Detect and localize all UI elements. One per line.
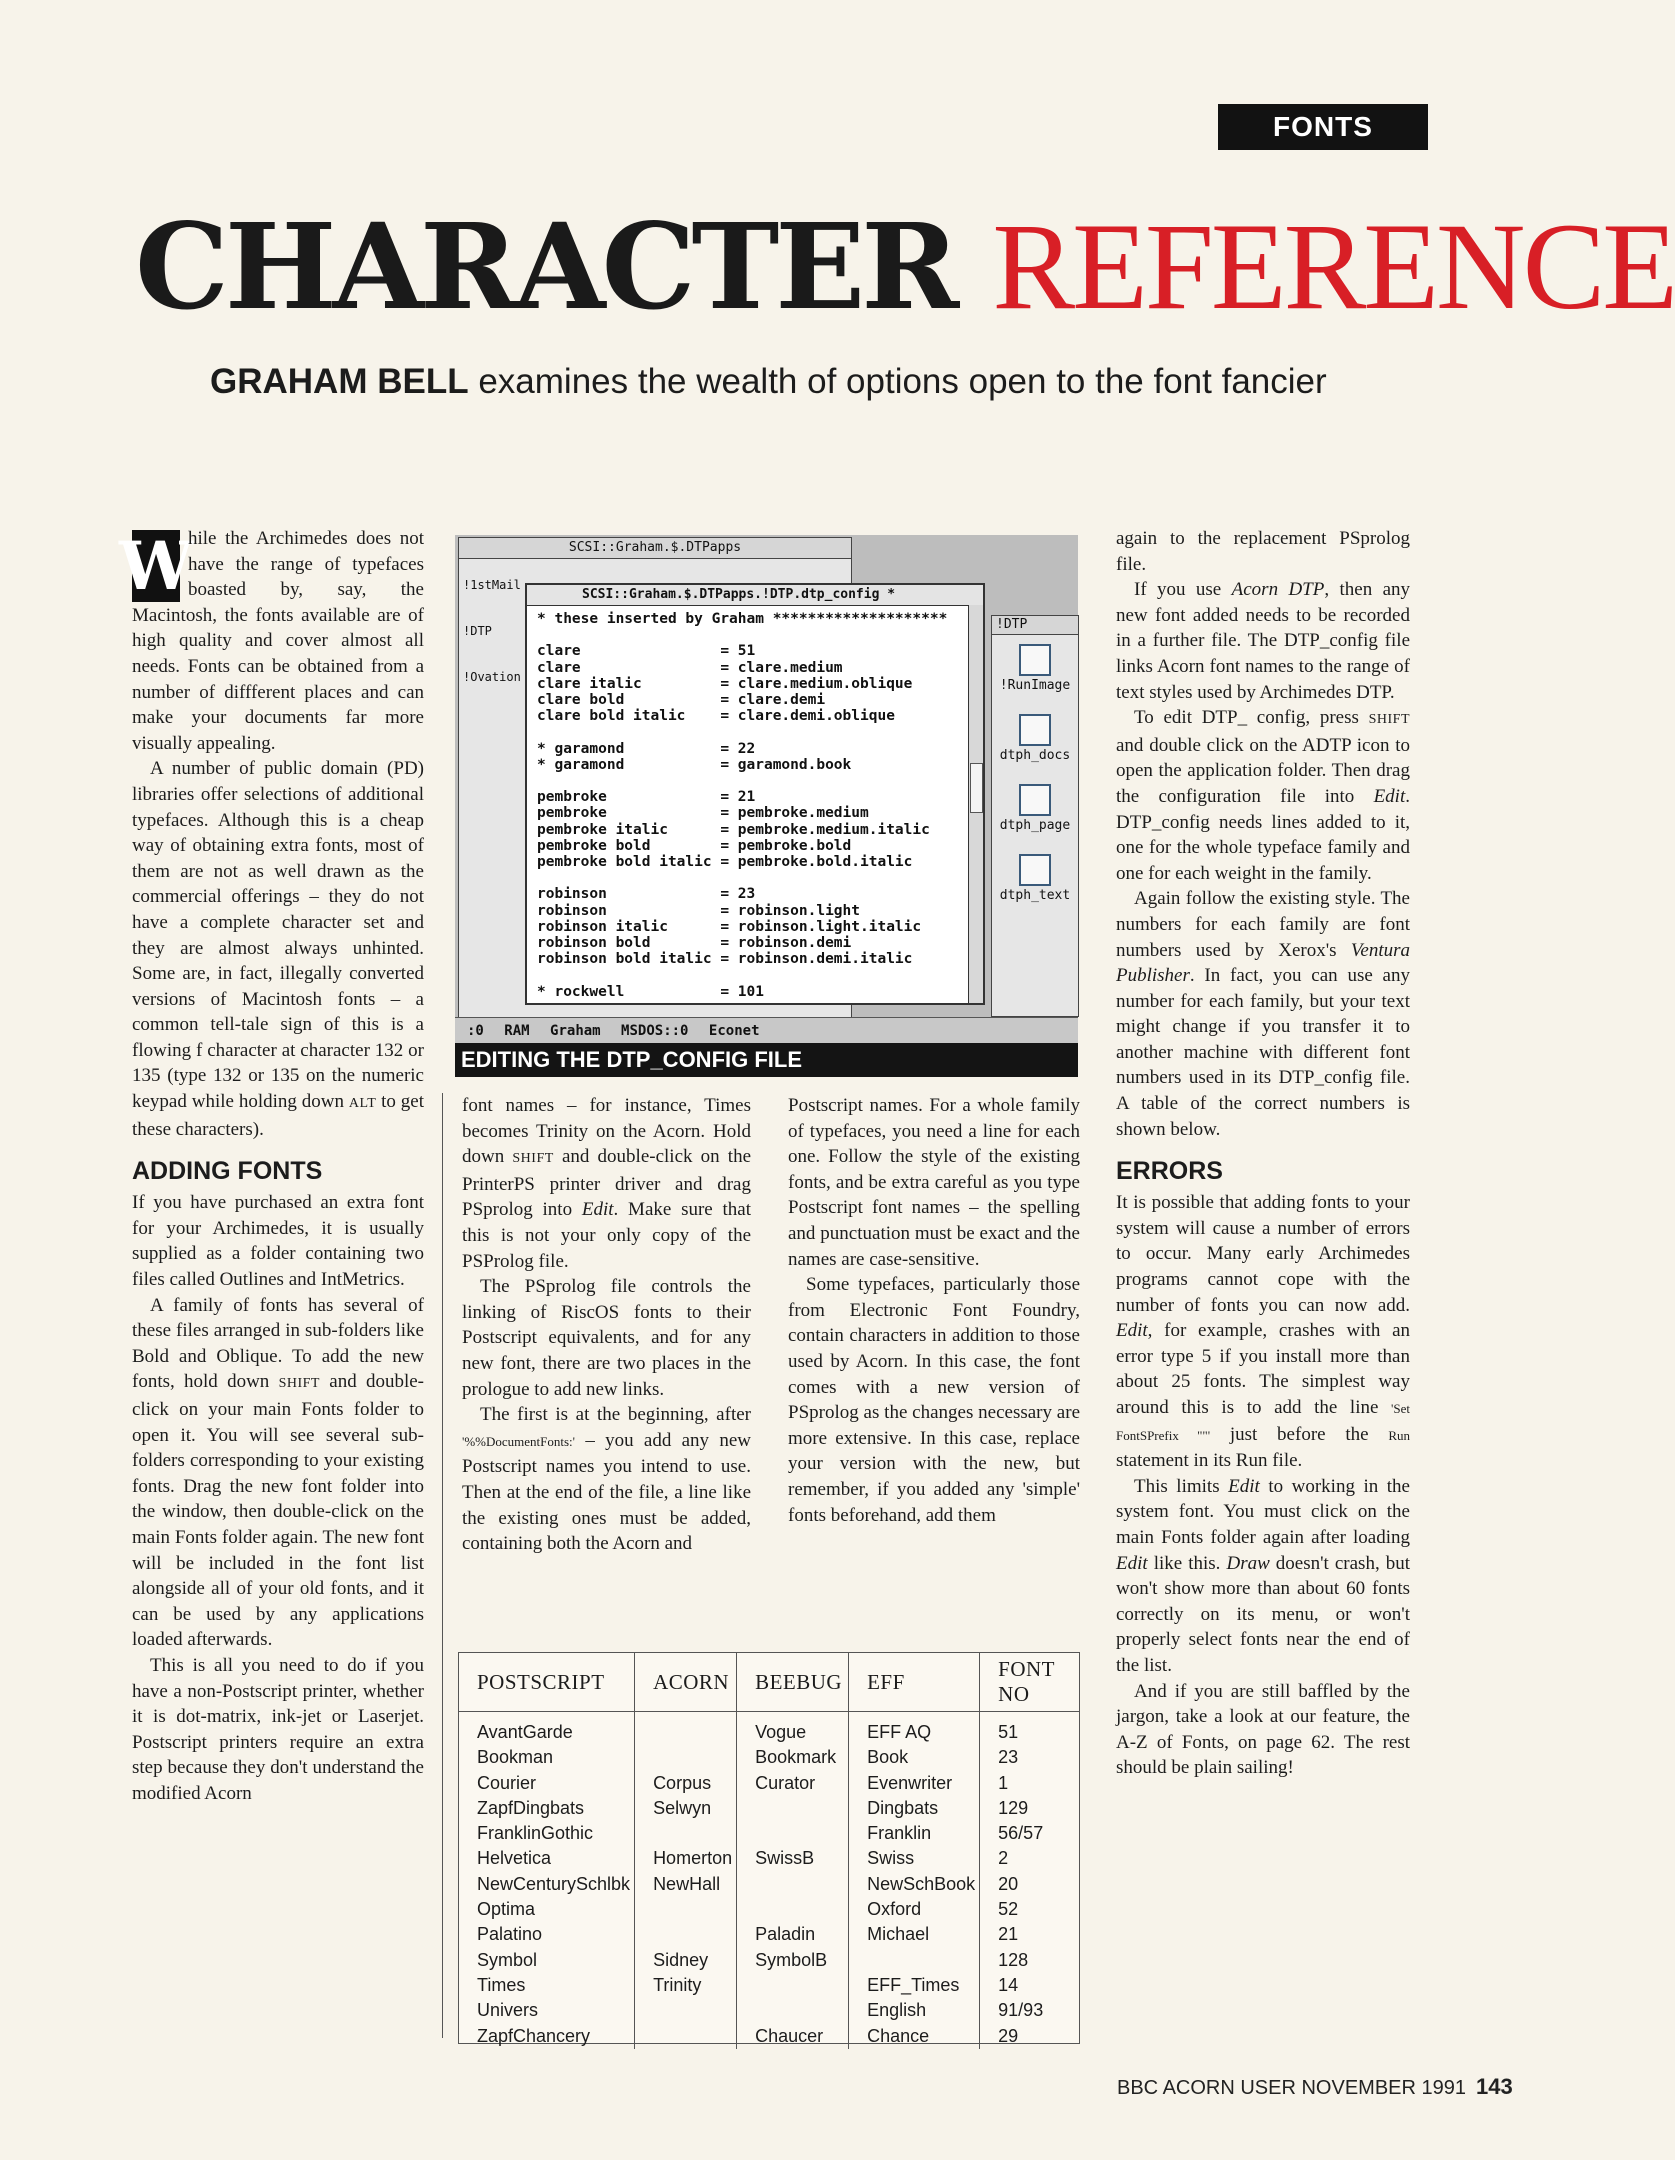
- column-divider: [442, 1093, 443, 2038]
- editor-line: clare italic = clare.medium.oblique: [537, 675, 913, 692]
- table-cell: NewHall: [635, 1872, 737, 1897]
- table-cell: NewCenturySchlbk: [459, 1872, 635, 1897]
- file-item: !RunImage: [992, 644, 1078, 693]
- table-row: [459, 1796, 1079, 1821]
- table-cell: Dingbats: [849, 1796, 980, 1821]
- editor-line: * garamond = garamond.book: [537, 756, 852, 773]
- paragraph: It is possible that adding fonts to your system will cause a number of errors to occur. Many early Archimedes programs cannot cope with the number of fonts you can now add. Edit, for example, crashes with an error type 5 if you install more than about 25 fonts. The simplest way around this is to add the line 'Set FontSPrefix ""' just before the Run statement in its Run file.: [1116, 1192, 1410, 1472]
- table-cell: [737, 1973, 849, 1998]
- table-cell: SwissB: [737, 1846, 849, 1871]
- drop-cap: W: [118, 527, 194, 605]
- table-cell: [737, 1872, 849, 1897]
- window-title: !DTP: [992, 616, 1078, 635]
- editor-line: pembroke bold = pembroke.bold: [537, 837, 852, 854]
- column-header: FONT NO: [980, 1653, 1079, 1712]
- app-folder-window: [991, 615, 1079, 1017]
- table-cell: 2: [998, 1848, 1009, 1869]
- table-cell: [635, 1998, 737, 2023]
- table-cell: [635, 1821, 737, 1846]
- editor-window: [525, 583, 985, 1005]
- table-header-row: [459, 1653, 1079, 1712]
- paragraph: font names – for instance, Times becomes Trinity on the Acorn. Hold down SHIFT and double-click on the PrinterPS printer driver and drag PSprolog into Edit. Make sure that this is not your only copy of the PSProlog file.: [462, 1095, 752, 1272]
- table-cell: Corpus: [635, 1771, 737, 1796]
- title-part2: REFERENCE: [992, 198, 1675, 335]
- editor-line: pembroke italic = pembroke.medium.italic: [537, 821, 930, 838]
- file-item: dtph_text: [992, 854, 1078, 903]
- table-cell: AvantGarde: [459, 1712, 635, 1746]
- table-cell: [737, 1998, 849, 2023]
- window-title: SCSI::Graham.$.DTPapps.!DTP.dtp_config *: [527, 585, 983, 606]
- paragraph: A number of public domain (PD) libraries offer selections of additional typefaces. Although this is a cheap way of obtaining extra fonts, most of them are not as well drawn as the commercial offerings – they do not have a complete character set and they are almost always unhinted. Some are, in fact, illegally converted versions of Macintosh fonts – a common tell-tale sign of this is a flowing f character at character 132 or 135 (type 132 or 135 on the numeric keypad while holding down ALT to get these characters).: [132, 758, 425, 1140]
- table-cell: Helvetica: [459, 1846, 635, 1871]
- table-cell: [635, 1712, 737, 1746]
- subtitle-text: examines the wealth of options open to the font fancier: [478, 362, 1327, 401]
- key-name: ALT: [348, 1096, 377, 1112]
- paragraph: Some typefaces, particularly those from Electronic Font Foundry, contain characters in addition to those used by Acorn. In this case, the font comes with a new version of PSprolog as the changes necessary are more extensive. In this case, replace your version with the new, but remember, if you added any 'simple' fonts beforehand, add them: [788, 1274, 1080, 1526]
- editor-line: clare bold italic = clare.demi.oblique: [537, 708, 895, 725]
- table-cell: SymbolB: [737, 1948, 849, 1973]
- table-cell: 91/93: [998, 2000, 1044, 2021]
- editor-line: * rockwell = 101: [537, 983, 764, 1000]
- table-cell: Sidney: [635, 1948, 737, 1973]
- table-cell: 20: [998, 1873, 1019, 1894]
- table-row: [459, 2024, 1079, 2049]
- table-cell: 1: [998, 1772, 1009, 1793]
- editor-line: * garamond = 22: [537, 740, 756, 757]
- screenshot-figure: [455, 535, 1078, 1043]
- paragraph: This is all you need to do if you have a non-Postscript printer, whether it is dot-matrix, ink-jet or Laserjet. Postscript printers require an extra step because they don't understand the modified Acorn: [132, 1654, 424, 1804]
- table-cell: Homerton: [635, 1846, 737, 1871]
- editor-line: * these inserted by Graham ********************: [537, 611, 948, 627]
- table-cell: 29: [998, 2025, 1019, 2046]
- file-item: dtph_docs: [992, 714, 1078, 763]
- page-title: [135, 197, 1675, 336]
- title-part1: CHARACTER: [135, 197, 956, 336]
- paragraph: hile the Archimedes does not have the range of typefaces boasted by, say, the Macintosh, the fonts available are of high quality and cover almost all needs. Fonts can be obtained from a number of diffferent places and can make your documents far more visually appealing.: [132, 528, 424, 754]
- scroll-thumb: [970, 763, 983, 813]
- editor-line: pembroke bold italic = pembroke.bold.italic: [537, 854, 913, 870]
- table-row: [459, 1998, 1079, 2023]
- paragraph: The first is at the beginning, after '%%DocumentFonts:' – you add any new Postscript names you intend to use. Then at the end of the file, a line like the existing ones must be added, containing both the Acorn and: [462, 1404, 751, 1555]
- table-cell: Courier: [459, 1771, 635, 1796]
- paragraph: And if you are still baffled by the jargon, take a look at our feature, the A-Z of Fonts, on page 62. The rest should be plain sailing!: [1116, 1680, 1410, 1779]
- column-header: BEEBUG: [737, 1653, 849, 1712]
- table-cell: EFF AQ: [849, 1712, 980, 1746]
- table-cell: Trinity: [635, 1973, 737, 1998]
- editor-line: robinson bold italic = robinson.demi.italic: [537, 951, 913, 968]
- editor-line: robinson italic = robinson.light.italic: [537, 918, 922, 935]
- paragraph: This limits Edit to working in the system font. You must click on the main Fonts folder again after loading Edit like this. Draw doesn't crash, but won't show more than about 60 fonts correctly on its menu, or won't properly select fonts near the end of the list.: [1116, 1475, 1410, 1676]
- author-name: GRAHAM BELL: [210, 362, 469, 401]
- editor-line: clare bold = clare.demi: [537, 692, 826, 708]
- file-item: dtph_page: [992, 784, 1078, 833]
- paragraph: The PSprolog file controls the linking of RiscOS fonts to their Postscript equivalents, and for any new font, there are two places in the prologue to add new links.: [462, 1276, 751, 1400]
- table-row: [459, 1846, 1079, 1871]
- table-cell: Bookman: [459, 1745, 635, 1770]
- table-row: [459, 1821, 1079, 1846]
- table-cell: [635, 2024, 737, 2049]
- table-row: [459, 1948, 1079, 1973]
- figure-caption: EDITING THE DTP_CONFIG FILE: [455, 1043, 1078, 1077]
- icon-bar: :0 RAM Graham MSDOS::0 Econet: [455, 1017, 1078, 1044]
- article-column-3: [788, 1093, 1080, 1528]
- table-row: [459, 1872, 1079, 1897]
- table-cell: Bookmark: [737, 1745, 849, 1770]
- file-icon: [1019, 854, 1051, 886]
- paragraph: If you have purchased an extra font for your Archimedes, it is usually supplied as a folder containing two files called Outlines and IntMetrics.: [132, 1192, 424, 1291]
- table-cell: Paladin: [737, 1922, 849, 1947]
- editor-line: robinson bold = robinson.demi: [537, 935, 852, 951]
- editor-text: [537, 611, 948, 1000]
- editor-line: robinson = robinson.light: [537, 902, 861, 919]
- table-cell: Vogue: [737, 1712, 849, 1746]
- table-cell: Chance: [849, 2024, 980, 2049]
- editor-line: robinson = 23: [537, 886, 756, 903]
- paragraph: Postscript names. For a whole family of typefaces, you need a line for each one. Follow the style of the existing fonts, and be extra careful as you type Postscript font names – the spelling and punctuation must be exact and the names are case-sensitive.: [788, 1095, 1080, 1270]
- editor-line: [537, 724, 937, 740]
- file-icon: !DTP: [463, 624, 492, 638]
- file-icon: [1019, 644, 1051, 676]
- table-cell: Swiss: [849, 1846, 980, 1871]
- table-cell: [737, 1796, 849, 1821]
- section-tag: FONTS: [1218, 104, 1428, 150]
- file-icon: [1019, 714, 1051, 746]
- editor-line: clare = clare.medium: [537, 659, 843, 676]
- table-cell: Evenwriter: [849, 1771, 980, 1796]
- table-cell: 129: [998, 1797, 1029, 1818]
- table-cell: 52: [998, 1899, 1019, 1920]
- column-header: POSTSCRIPT: [459, 1653, 635, 1712]
- table-cell: English: [849, 1998, 980, 2023]
- paragraph: A family of fonts has several of these files arranged in sub-folders like Bold and Oblique. To add the new fonts, hold down SHIFT and double-click on your main Fonts folder to open it. You will see several sub-folders corresponding to your existing fonts. Drag the new font folder into the window, then double-click on the main Fonts folder again. The new font will be included in the font list alongside all of your old fonts, and it can be used by any applications loaded afterwards.: [132, 1294, 425, 1651]
- table-cell: Franklin: [849, 1821, 980, 1846]
- table-cell: Times: [459, 1973, 635, 1998]
- editor-line: clare = 51: [537, 643, 756, 660]
- section-heading: ADDING FONTS: [132, 1157, 323, 1186]
- scrollbar: [968, 605, 983, 1003]
- table-cell: Curator: [737, 1771, 849, 1796]
- table-cell: ZapfChancery: [459, 2024, 635, 2049]
- magazine-issue: BBC ACORN USER NOVEMBER 1991: [1117, 2077, 1466, 2099]
- table-cell: Chaucer: [737, 2024, 849, 2049]
- table-row: [459, 1712, 1079, 1746]
- editor-line: [537, 773, 937, 789]
- table-row: [459, 1771, 1079, 1796]
- table-cell: [737, 1821, 849, 1846]
- subtitle: [210, 362, 1327, 402]
- table-cell: 56/57: [998, 1823, 1044, 1844]
- file-icon: [1019, 784, 1051, 816]
- column-header: ACORN: [635, 1653, 737, 1712]
- editor-line: [537, 967, 937, 983]
- table-row: [459, 1897, 1079, 1922]
- paragraph: To edit DTP_ config, press SHIFT and double click on the ADTP icon to open the application folder. Then drag the configuration file into Edit. DTP_config needs lines added to it, one for the whole typeface family and one for each weight in the family.: [1116, 707, 1410, 884]
- table-cell: EFF_Times: [849, 1973, 980, 1998]
- article-column-2: [462, 1093, 751, 1557]
- table-row: [459, 1922, 1079, 1947]
- table-cell: Selwyn: [635, 1796, 737, 1821]
- section-heading: ERRORS: [1116, 1157, 1223, 1186]
- table-cell: Palatino: [459, 1922, 635, 1947]
- table-cell: [849, 1948, 980, 1973]
- table-cell: 21: [998, 1924, 1019, 1945]
- article-column-1: [118, 526, 425, 1807]
- table-cell: [635, 1922, 737, 1947]
- editor-line: pembroke = 21: [537, 789, 756, 806]
- table-cell: Oxford: [849, 1897, 980, 1922]
- filer-icons: [463, 578, 521, 716]
- editor-line: [537, 870, 937, 886]
- table-cell: FranklinGothic: [459, 1821, 635, 1846]
- table-cell: 51: [998, 1722, 1019, 1742]
- table-cell: 14: [998, 1974, 1019, 1995]
- font-table: [458, 1652, 1080, 2044]
- table-cell: Michael: [849, 1922, 980, 1947]
- table-cell: 23: [998, 1747, 1019, 1768]
- table-cell: Univers: [459, 1998, 635, 2023]
- table-cell: [737, 1897, 849, 1922]
- table-cell: Book: [849, 1745, 980, 1770]
- table-cell: Symbol: [459, 1948, 635, 1973]
- article-column-4: [1116, 526, 1410, 1781]
- page-footer: [1117, 2074, 1513, 2100]
- table-row: [459, 1973, 1079, 1998]
- page-number: 143: [1476, 2074, 1513, 2099]
- key-name: SHIFT: [278, 1376, 320, 1392]
- table-cell: NewSchBook: [849, 1872, 980, 1897]
- paragraph: If you use Acorn DTP, then any new font added needs to be recorded in a further file. The DTP_config file links Acorn font names to the range of text styles used by Archimedes DTP.: [1116, 579, 1411, 703]
- editor-line: [537, 627, 937, 643]
- table-cell: [635, 1745, 737, 1770]
- editor-line: pembroke = pembroke.medium: [537, 805, 869, 822]
- paragraph: Again follow the existing style. The numbers for each family are font numbers used by Xerox's Ventura Publisher. In fact, you can use any number for each family, but your text might change if you transfer it to another machine with different font numbers used in its DTP_config file. A table of the correct numbers is shown below.: [1116, 888, 1411, 1140]
- window-title: SCSI::Graham.$.DTPapps: [459, 538, 851, 559]
- table-cell: 128: [998, 1949, 1029, 1970]
- table-row: [459, 1745, 1079, 1770]
- file-icon: !1stMail: [463, 578, 521, 592]
- table-cell: [635, 1897, 737, 1922]
- file-icon: !Ovation: [463, 670, 521, 684]
- paragraph: again to the replacement PSprolog file.: [1116, 528, 1410, 575]
- table-cell: Optima: [459, 1897, 635, 1922]
- column-header: EFF: [849, 1653, 980, 1712]
- table-cell: ZapfDingbats: [459, 1796, 635, 1821]
